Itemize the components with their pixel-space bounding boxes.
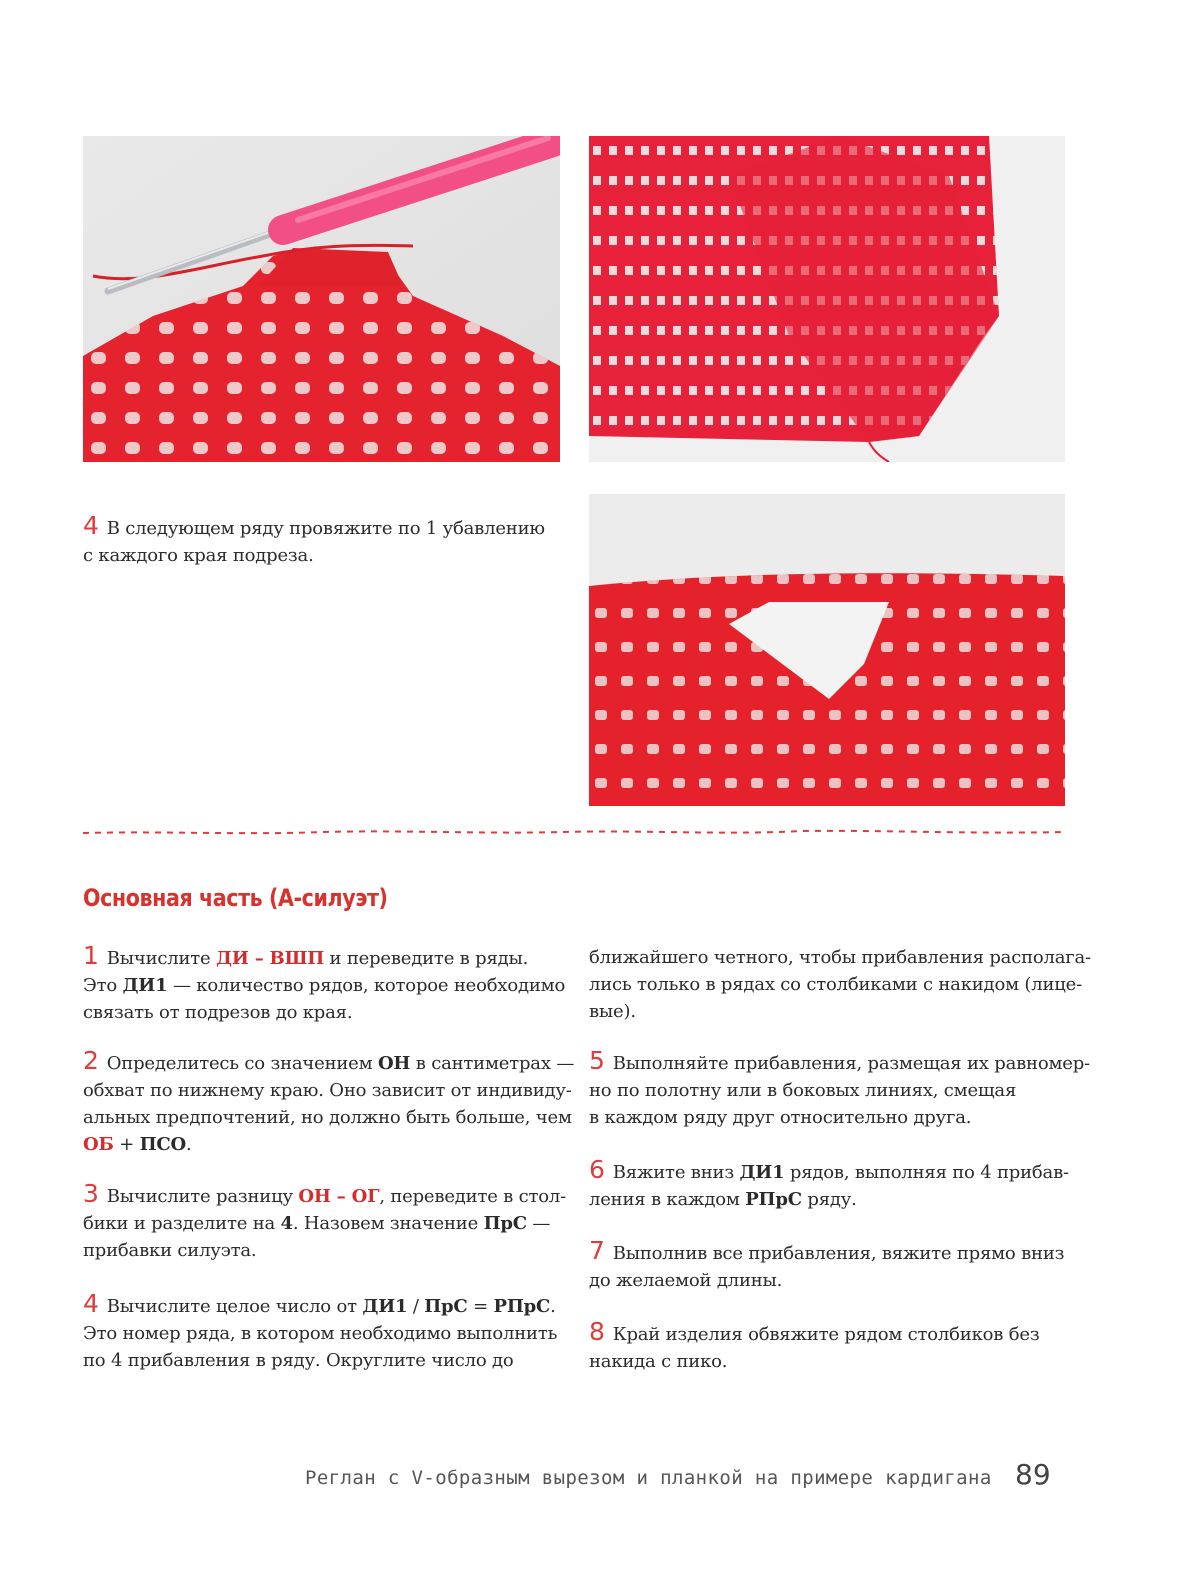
step-7: 7 Выполнив все прибавления, вяжите прямо вниз до желаемой длины. <box>589 1236 1065 1291</box>
step-4: 4 Вычислите целое число от ДИ1 / ПрС = РПрС. Это номер ряда, в котором необходимо выполнить по 4 прибавления в ряду. Округлите число до <box>83 1289 558 1371</box>
step-3: 3 Вычислите разницу ОН – ОГ, переведите в стол- бики и разделите на 4. Назовем значение ПрС — прибавки силуэта. <box>83 1179 567 1261</box>
top-step-4: 4 В следующем ряду провяжите по 1 убавлению с каждого края подреза. <box>83 511 545 566</box>
yoke-sleeve-photo <box>589 136 1065 462</box>
step-8: 8 Край изделия обвяжите рядом столбиков без накида с пико. <box>589 1317 1040 1372</box>
step-1: 1 Вычислите ДИ – ВШП и переведите в ряды. Это ДИ1 — количество рядов, которое необходимо связать от подрезов до края. <box>83 941 566 1023</box>
section-title: Основная часть (А-силуэт) <box>83 884 388 912</box>
page-number: 89 <box>1015 1458 1051 1491</box>
crochet-hook-photo <box>83 136 560 462</box>
section-divider <box>83 826 1065 840</box>
step-5: 5 Выполняйте прибавления, размещая их равномер- но по полотну или в боковых линиях, смещая в каждом ряду друг относительно друга. <box>589 1046 1090 1128</box>
step-2: 2 Определитесь со значением ОН в сантиметрах — обхват по нижнему краю. Оно зависит от индивиду- альных предпочтений, но должно быть больше, чем ОБ + ПСО. <box>83 1046 575 1155</box>
step-number: 4 <box>83 511 99 540</box>
step-4-continued: ближайшего четного, чтобы прибавления располага- лись только в рядах со столбиками с накидом (лице- вые). <box>589 947 1091 1022</box>
underarm-gap-photo <box>589 494 1065 806</box>
step-6: 6 Вяжите вниз ДИ1 рядов, выполняя по 4 прибав- ления в каждом РПрС ряду. <box>589 1155 1069 1210</box>
running-footer: Реглан с V-образным вырезом и планкой на примере кардигана <box>305 1467 992 1489</box>
